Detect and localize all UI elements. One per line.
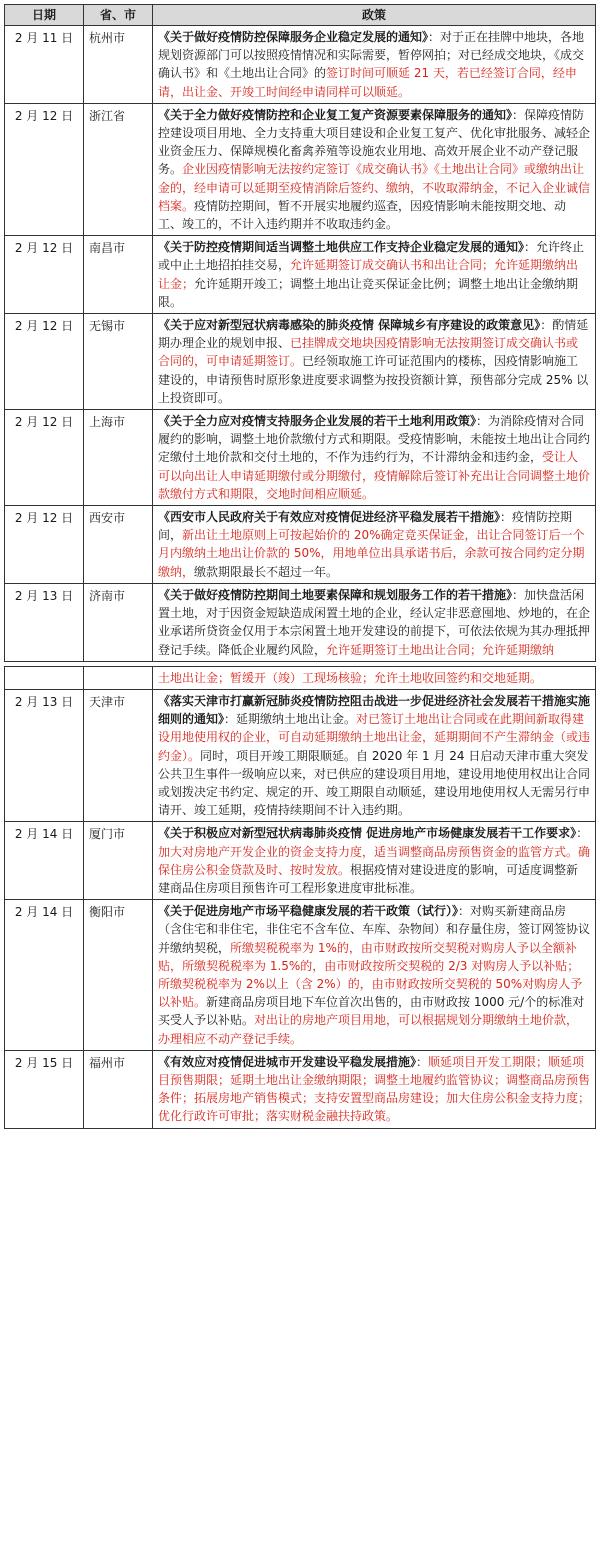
date-cell: 2 月 12 日	[5, 236, 84, 314]
policy-title: 《关于做好疫情防控保障服务企业稳定发展的通知》	[158, 30, 429, 44]
policy-text: ：加快盘活闲置土地，对于因资金短缺造成闲置土地的企业，经认定非恶意囤地、炒地的，在企业承诺所贷资金仅用于本宗闲置土地开发建设的前提下，可依法依规为其办理抵押登记手续。降低企业履约风险，	[158, 587, 591, 657]
place-cell: 无锡市	[84, 314, 153, 410]
table-row	[5, 900, 596, 1051]
policy-text: 同时，项目开竣工期限顺延。自 2020 年 1 月 24 日启动天津市重大突发公共卫生事件一级响应以来，对已供应的建设项目用地，建设用地使用权出让合同或划拨决定书约定、规定的开、竣工期限自动顺延，建设用地使用权人无需另行申请开、竣工延期，疫情持续期间不计入违约期。	[158, 748, 591, 818]
policy-title: 《西安市人民政府关于有效应对疫情促进经济平稳发展若干措施》	[158, 510, 501, 525]
place-cell	[84, 666, 153, 689]
policy-highlight: 新出让土地原则上可按起始价的 20%确定竞买保证金，出让合同签订后一个月内缴纳土地出让价款的 50%，用地单位出具承诺书后，余款可按合同约定分期缴纳，	[158, 528, 585, 579]
table-row	[5, 666, 596, 689]
policy-cell	[153, 236, 596, 314]
table-row	[5, 410, 596, 506]
policy-highlight: 所缴契税税率为 1%的，由市财政按所交契税对购房人予以全额补贴，所缴契税税率为 1.5%的，由市财政按所交契税的 2/3 对购房人予以补贴；所缴契税税率为 2%以上（含 2%）的，由市财政按所交契税的 50%对购房人予以补贴。	[158, 940, 583, 1010]
date-cell: 2 月 14 日	[5, 900, 84, 1051]
policy-text: ：	[416, 1054, 429, 1069]
place-cell: 衡阳市	[84, 900, 153, 1051]
policy-text: 缴款期限最长不超过一年。	[194, 564, 339, 579]
policy-cell	[153, 26, 596, 104]
policy-title: 《关于做好疫情防控期间土地要素保障和规划服务工作的若干措施》	[158, 587, 513, 602]
policy-text: ：对购买新建商品房（含住宅和非住宅，非住宅不含车位、车库、杂物间）和存量住房，签订网签协议并缴纳契税，	[158, 904, 591, 955]
policy-text: ：为消除疫情对合同履约的影响，调整土地价款缴付方式和期限。受疫情影响，未能按土地出让合同约定缴付土地价款和交付土地的，不作为违约行为，不计滞纳金和违约金，	[158, 414, 591, 465]
table-row	[5, 583, 596, 661]
place-cell: 上海市	[84, 410, 153, 506]
policy-text: ：疫情防控期间，	[158, 510, 573, 543]
policy-cell	[153, 900, 596, 1051]
table-row	[5, 822, 596, 900]
policy-text: ：酌情延期办理企业的规划申报、	[158, 318, 589, 351]
policy-highlight: 对已签订土地出让合同或在此期间新取得建设用地使用权的企业，可自动延期缴纳土地出让金，延期期间不产生滞纳金（或违约金）。	[158, 712, 591, 763]
date-cell: 2 月 13 日	[5, 583, 84, 661]
date-cell: 2 月 15 日	[5, 1050, 84, 1128]
table-row	[5, 103, 596, 235]
policy-text: 新建商品房项目地下车位首次出售的，由市财政按 1000 元/个的标准对买受人予以补贴。	[158, 995, 585, 1028]
policy-highlight: 允许延期签订土地出让合同；允许延期缴纳	[326, 642, 555, 657]
date-cell: 2 月 12 日	[5, 410, 84, 506]
policy-highlight: 企业因疫情影响无法按约定签订《成交确认书》《土地出让合同》或缴纳出让金的，经申请可以延期至疫情消除后签约、缴纳，不收取滞纳金，不记入企业诚信档案。	[158, 162, 591, 213]
date-cell: 2 月 14 日	[5, 822, 84, 900]
header-row	[5, 5, 596, 26]
date-cell: 2 月 11 日	[5, 26, 84, 104]
policy-highlight: 顺延项目开发工期限；顺延项目预售期限；延期土地出让金缴纳期限；调整土地履约监管协议；调整商品房预售条件；拓展房地产销售模式；支持安置型商品房建设；加大住房公积金支持力度；优化行政许可审批；落实财税金融扶持政策。	[158, 1054, 591, 1124]
header-policy: 政策	[153, 5, 596, 26]
policy-cell	[153, 822, 596, 900]
policy-title: 《关于应对新型冠状病毒感染的肺炎疫情 保障城乡有序建设的政策意见》	[158, 318, 541, 333]
table-row	[5, 314, 596, 410]
place-cell: 天津市	[84, 689, 153, 821]
policy-highlight: 加大对房地产开发企业的资金支持力度，适当调整商品房预售资金的监管方式。确保住房公积金贷款及时、按时发放。	[158, 844, 591, 877]
table-body	[5, 26, 596, 1129]
policy-text: 已经领取施工许可证范围内的楼栋，因疫情影响施工建设的，申请预售时原形象进度要求调整为按投资额计算，预售部分完成 25% 以上投资即可。	[158, 354, 589, 405]
policy-highlight: 签订时间可顺延 21 天，若已经签订合同，经申请，出让金、开竣工时间经申请同样可以顺延。	[158, 66, 577, 99]
table-row	[5, 689, 596, 821]
policy-cell	[153, 689, 596, 821]
place-cell: 西安市	[84, 506, 153, 584]
policy-cell	[153, 666, 596, 689]
policy-title: 《关于全力做好疫情防控和企业复工复产资源要素保障服务的通知》	[158, 107, 513, 122]
policy-title: 《有效应对疫情促进城市开发建设平稳发展措施》	[158, 1054, 417, 1069]
header-place: 省、市	[84, 5, 153, 26]
policy-table	[4, 4, 596, 1129]
date-cell: 2 月 12 日	[5, 103, 84, 235]
date-cell: 2 月 12 日	[5, 506, 84, 584]
policy-highlight: 受让人可以向出让人申请延期缴付或分期缴付，疫情解除后签订补充出让合同调整土地价款缴付方式和期限，交地时间相应顺延。	[158, 450, 591, 501]
policy-title: 《关于促进房地产市场平稳健康发展的若干政策（试行）》	[158, 904, 459, 919]
policy-cell	[153, 410, 596, 506]
policy-highlight: 对出让的房地产项目用地，可以根据规划分期缴纳土地价款，办理相应不动产登记手续。	[158, 1013, 579, 1046]
policy-cell	[153, 314, 596, 410]
header-date: 日期	[5, 5, 84, 26]
table-row	[5, 236, 596, 314]
place-cell: 杭州市	[84, 26, 153, 104]
policy-title: 《关于防控疫情期间适当调整土地供应工作支持企业稳定发展的通知》	[158, 240, 525, 255]
policy-title: 《关于积极应对新型冠状病毒肺炎疫情 促进房地产市场健康发展若干工作要求》	[158, 826, 577, 841]
place-cell: 济南市	[84, 583, 153, 661]
table-row	[5, 506, 596, 584]
policy-cell	[153, 103, 596, 235]
policy-text: 允许延期开竣工；调整土地出让竞买保证金比例；调整土地出让金缴纳期限。	[158, 276, 579, 309]
policy-highlight: 已挂牌成交地块因疫情影响无法按期签订成交确认书或合同的，可申请延期签订。	[158, 336, 579, 369]
date-cell: 2 月 12 日	[5, 314, 84, 410]
place-cell: 南昌市	[84, 236, 153, 314]
policy-text: ：延期缴纳土地出让金。	[224, 712, 357, 727]
policy-text: 根据疫情对建设进度的影响，可适度调整新建商品住房项目预售许可工程形象进度审批标准。	[158, 862, 579, 895]
policy-highlight: 土地出让金；暂缓开（竣）工现场核验；允许土地收回签约和交地延期。	[158, 670, 543, 685]
policy-cell	[153, 506, 596, 584]
policy-cell	[153, 583, 596, 661]
place-cell: 福州市	[84, 1050, 153, 1128]
policy-cell	[153, 1050, 596, 1128]
policy-title: 《落实天津市打赢新冠肺炎疫情防控阻击战进一步促进经济社会发展若干措施实施细则的通知》	[158, 693, 591, 727]
policy-text: ：	[576, 826, 589, 841]
policy-title: 《关于全力应对疫情支持服务企业发展的若干土地利用政策》	[158, 414, 477, 429]
table-row	[5, 26, 596, 104]
policy-text: ：允许终止或中止土地招拍挂交易，	[158, 240, 585, 273]
table-row	[5, 1050, 596, 1128]
policy-text: ：对于正在挂牌中地块，各地规划资源部门可以按照疫情情况和实际需要，暂停网拍；对已经成交地块，《成交确认书》和《土地出让合同》的	[158, 30, 585, 81]
policy-text: 疫情防控期间，暂不开展实地履约巡查，因疫情影响未能按期交地、动工、竣工的，不计入违约期并不收取违约金。	[158, 198, 567, 232]
policy-text: ：保障疫情防控建设项目用地、全力支持重大项目建设和企业复工复产、优化审批服务、减轻企业资金压力、保障规模化畜禽养殖等设施农业用地、高效开展企业不动产登记服务。	[158, 107, 591, 177]
place-cell: 浙江省	[84, 103, 153, 235]
date-cell	[5, 666, 84, 689]
date-cell: 2 月 13 日	[5, 689, 84, 821]
policy-highlight: 允许延期签订成交确认书和出让合同；允许延期缴纳出让金；	[158, 258, 579, 291]
place-cell: 厦门市	[84, 822, 153, 900]
